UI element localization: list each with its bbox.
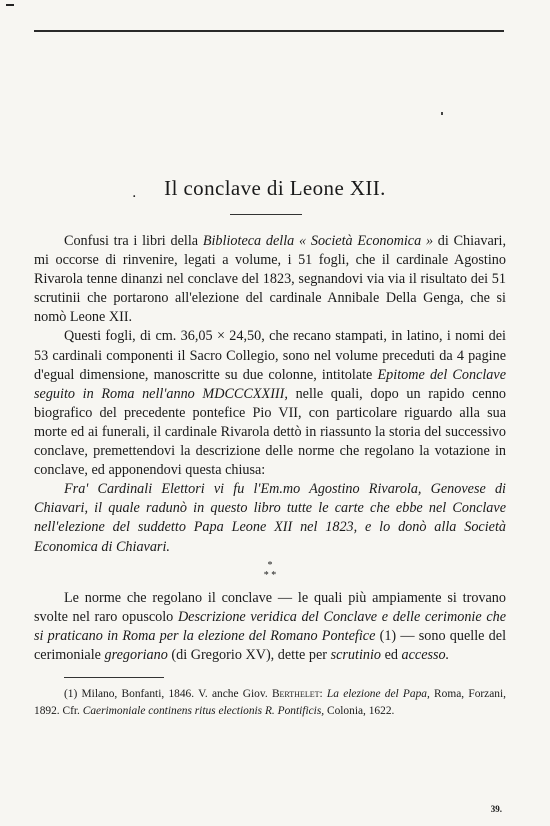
header-rule [34, 30, 504, 32]
title-underline [230, 214, 302, 215]
footnote: (1) Milano, Bonfanti, 1846. V. anche Giov. Berthelet: La elezione del Papa, Roma, Forzani, 1892. Cfr. Caerimoniale continens ritus electionis R. Pontificis, Colonia, 1622. [34, 687, 506, 717]
paragraph-3: Le norme che regolano il conclave — le quali più ampiamente si trovano svolte nel raro opuscolo Descrizione veridica del Conclave e delle cerimonie che si praticano in Roma per la elezione del Romano Pontefice (1) — sono quelle del cerimoniale gregoriano (di Gregorio XV), dette per scrutinio ed accesso. [34, 589, 507, 663]
speck-mark [441, 112, 443, 115]
body-text [34, 232, 506, 720]
corner-mark [6, 4, 14, 6]
footnote-rule [64, 677, 164, 678]
paragraph-2: Questi fogli, di cm. 36,05 × 24,50, che recano stampati, in latino, i nomi dei 53 cardinali componenti il Sacro Collegio, sono nel volume preceduti da 4 pagine d'egual dimensione, manoscritte su due colonne, intitolate Epitome del Conclave seguito in Roma nell'anno MDCCCXXIII, nelle quali, dopo un rapido cenno biografico del precedente pontefice Pio VII, con particolare riguardo alla sua morte ed ai funerali, il cardinale Rivarola dettò in riassunto la storia del successivo conclave, premettendovi la descrizione delle norme che regolano la votazione in conclave, ed apponendovi questa chiusa: [34, 328, 507, 479]
page-title: Il conclave di Leone XII. [164, 176, 386, 200]
paragraph-1: Confusi tra i libri della Biblioteca della « Società Economica » di Chiavari, mi occorse di rinvenire, legati a volume, i 51 fogli, che il cardinale Agostino Rivarola tenne dinanzi nel conclave del 1823, segnandovi via via il risultato dei 51 scrutinii che portarono all'elezione del cardinale Annibale Della Genga, che si nomò Leone XII. [34, 233, 506, 326]
section-separator-stars: * * * [263, 559, 277, 581]
quote-paragraph: Fra' Cardinali Elettori vi fu l'Em.mo Agostino Rivarola, Genovese di Chiavari, il quale radunò in questo libro tutte le carte che ebbe nel Conclave nell'elezione del suddetto Papa Leone XII nel 1823, e lo donò alla Società Economica di Chiavari. [34, 481, 506, 555]
page-number: 39. [490, 804, 502, 814]
title-dot: . [132, 185, 137, 201]
